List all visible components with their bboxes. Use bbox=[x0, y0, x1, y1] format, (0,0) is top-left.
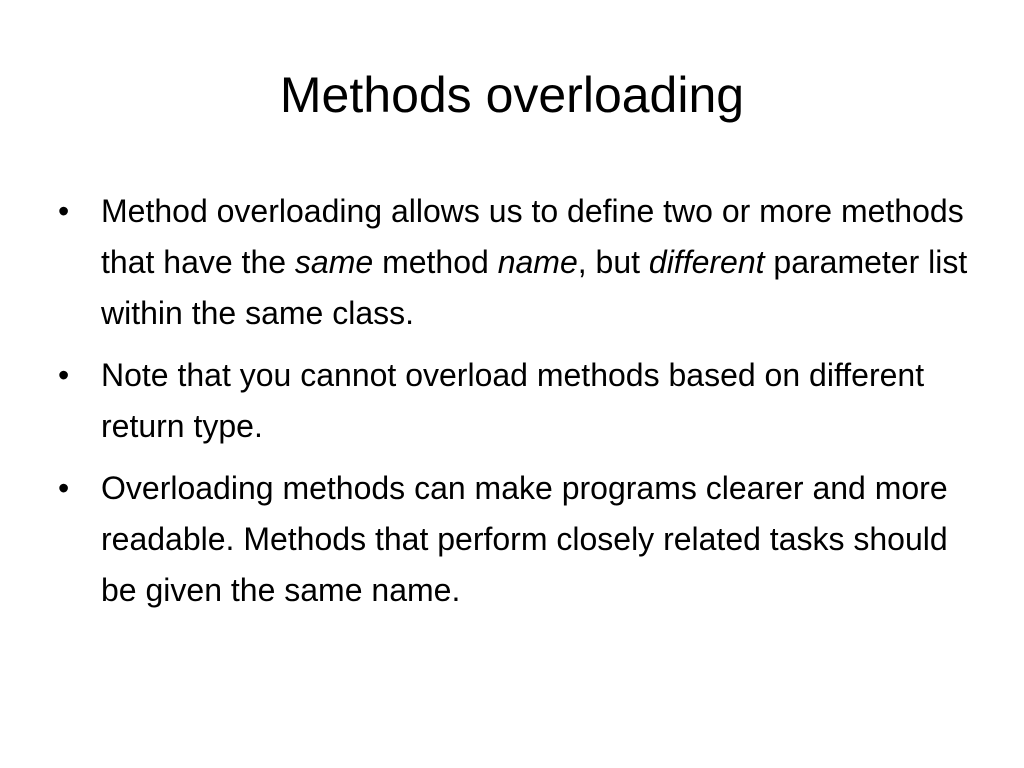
bullet-item bbox=[58, 350, 978, 452]
emphasis-name: name bbox=[497, 244, 578, 280]
bullet-marker: • bbox=[58, 193, 70, 229]
bullet-text-segment: Method overloading allows us to define two or more methods that have the bbox=[101, 193, 964, 280]
bullet-item bbox=[58, 463, 978, 616]
slide-title: Methods overloading bbox=[279, 67, 745, 123]
emphasis-same: same bbox=[294, 244, 374, 280]
bullet-text: Overloading methods can make programs clearer and more readable. Methods that perform closely related tasks should be given the same name. bbox=[101, 470, 948, 608]
bullet-text-segment: method bbox=[373, 244, 498, 280]
bullet-text-segment: , but bbox=[577, 244, 649, 280]
bullet-marker: • bbox=[58, 357, 70, 393]
bullet-text: Note that you cannot overload methods based on different return type. bbox=[101, 357, 925, 444]
bullet-text bbox=[101, 193, 967, 331]
bullet-text-segment: parameter list within the same class. bbox=[101, 244, 968, 331]
bullet-item bbox=[58, 186, 978, 339]
bullet-list bbox=[58, 186, 978, 627]
bullet-marker: • bbox=[58, 470, 70, 506]
emphasis-different: different bbox=[648, 244, 765, 280]
